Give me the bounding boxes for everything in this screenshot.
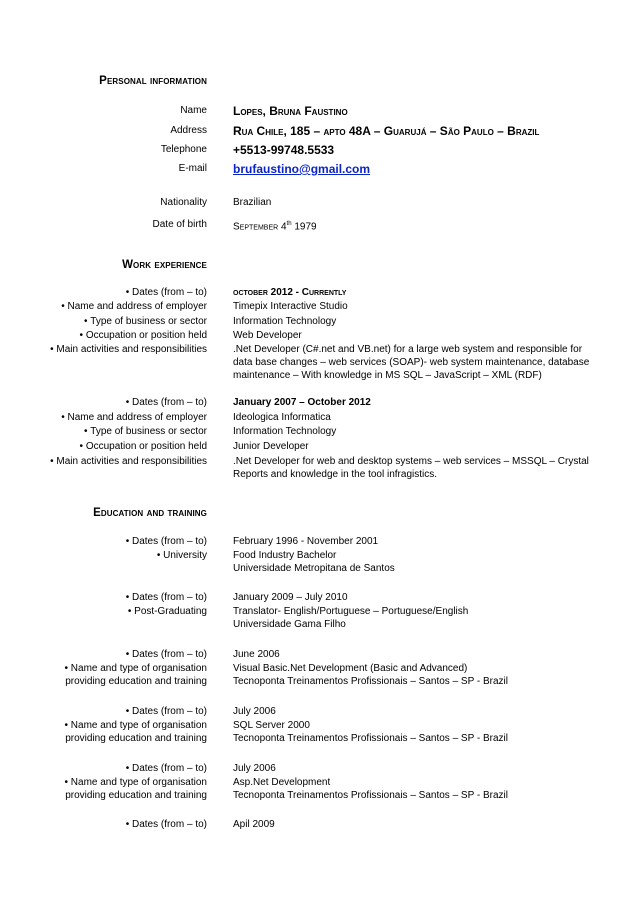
nationality-label: Nationality — [160, 197, 207, 208]
name-value: Lopes, Bruna Faustino — [233, 104, 348, 118]
job-business: Information Technology — [233, 316, 337, 327]
job-activities: .Net Developer for web and desktop systems – web services – MSSQL – Crystal Reports and knowledge in the tool infragistics. — [233, 456, 589, 480]
dates-label: • Dates (from – to) — [7, 705, 207, 718]
occupation-label: • Occupation or position held — [7, 329, 207, 342]
job-employer: Ideologica Informatica — [233, 412, 331, 423]
dob-value — [233, 218, 603, 233]
dates-label: • Dates (from – to) — [7, 818, 207, 831]
postgrad-label: • Post-Graduating — [7, 605, 207, 618]
edu-dates: June 2006 — [233, 649, 280, 660]
edu-dates: Apil 2009 — [233, 819, 275, 830]
business-label: • Type of business or sector — [7, 425, 207, 438]
org-label: • Name and type of organisation providing education and training — [47, 719, 207, 745]
name-label: Name — [180, 105, 207, 116]
address-label: Address — [170, 125, 207, 136]
edu-line2: Universidade Gama Filho — [233, 619, 346, 630]
email-label: E-mail — [178, 163, 207, 174]
edu-dates: January 2009 – July 2010 — [233, 592, 348, 603]
edu-line2: Tecnoponta Treinamentos Profissionais – Santos – SP - Brazil — [233, 676, 508, 687]
dates-label: • Dates (from – to) — [7, 762, 207, 775]
dates-label: • Dates (from – to) — [7, 286, 207, 299]
edu-line1: Food Industry Bachelor — [233, 550, 337, 561]
edu-line1: Translator- English/Portuguese – Portuguese/English — [233, 606, 469, 617]
employer-label: • Name and address of employer — [7, 411, 207, 424]
business-label: • Type of business or sector — [7, 315, 207, 328]
dates-label: • Dates (from – to) — [7, 591, 207, 604]
dates-label: • Dates (from – to) — [7, 535, 207, 548]
org-label: • Name and type of organisation providing education and training — [47, 776, 207, 802]
job-dates: october 2012 - Currently — [233, 287, 347, 298]
university-label: • University — [7, 549, 207, 562]
dates-label: • Dates (from – to) — [7, 396, 207, 409]
telephone-label: Telephone — [160, 144, 207, 155]
telephone-value: +5513-99748.5533 — [233, 143, 335, 157]
dob-suffix: th — [286, 221, 292, 227]
job-activities: .Net Developer (C#.net and VB.net) for a large web system and responsible for data base changes – web services (SOAP)- web system maintenance, database maintenance – With knowledge in MS SQL – JavaScript – XML (RDF) — [233, 344, 590, 381]
work-experience-heading: Work experience — [122, 259, 207, 271]
personal-information-heading: Personal information — [99, 75, 207, 87]
edu-line1: Visual Basic.Net Development (Basic and Advanced) — [233, 663, 468, 674]
nationality-value: Brazilian — [233, 197, 272, 208]
job-employer: Timepix Interactive Studio — [233, 301, 348, 312]
edu-dates: July 2006 — [233, 706, 276, 717]
job-business: Information Technology — [233, 426, 337, 437]
occupation-label: • Occupation or position held — [7, 440, 207, 453]
dob-main: September 4 — [233, 221, 287, 233]
dob-label: Date of birth — [152, 219, 207, 230]
edu-line2: Universidade Metropitana de Santos — [233, 563, 395, 574]
org-label: • Name and type of organisation providing education and training — [47, 662, 207, 688]
edu-dates: July 2006 — [233, 763, 276, 774]
job-occupation: Junior Developer — [233, 441, 309, 452]
activities-label: • Main activities and responsibilities — [7, 343, 207, 356]
edu-line2: Tecnoponta Treinamentos Profissionais – Santos – SP - Brazil — [233, 733, 508, 744]
address-value: Rua Chile, 185 – apto 48A – Guarujá – São Paulo – Brazil — [233, 124, 540, 138]
employer-label: • Name and address of employer — [7, 300, 207, 313]
activities-label: • Main activities and responsibilities — [7, 455, 207, 468]
edu-line1: SQL Server 2000 — [233, 720, 310, 731]
dob-year: 1979 — [291, 221, 317, 233]
email-link[interactable]: brufaustino@gmail.com — [233, 162, 371, 176]
edu-line2: Tecnoponta Treinamentos Profissionais – Santos – SP - Brazil — [233, 790, 508, 801]
job-dates: January 2007 – October 2012 — [233, 397, 371, 408]
edu-line1: Asp.Net Development — [233, 777, 331, 788]
education-training-heading: Education and training — [93, 507, 207, 519]
edu-dates: February 1996 - November 2001 — [233, 536, 379, 547]
dates-label: • Dates (from – to) — [7, 648, 207, 661]
job-occupation: Web Developer — [233, 330, 302, 341]
